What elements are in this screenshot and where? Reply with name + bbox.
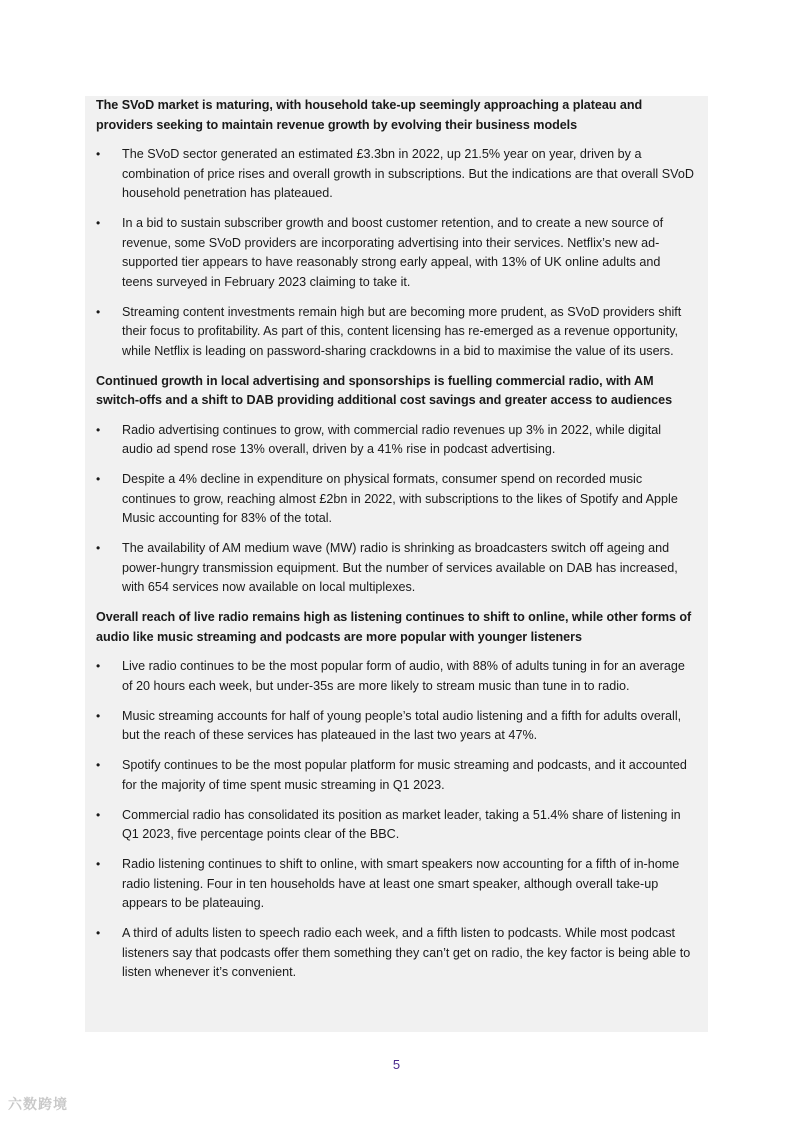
section-heading-audio: Overall reach of live radio remains high as listening continues to shift to online, while other forms of audio like music streaming and podcasts are more popular with younger listeners — [96, 610, 692, 644]
list-item — [96, 145, 694, 204]
bullet-icon: • — [96, 708, 101, 723]
section-heading-svod: The SVoD market is maturing, with household take-up seemingly approaching a plateau and providers seeking to maintain revenue growth by evolving their business models — [96, 98, 643, 132]
list-item — [96, 924, 694, 983]
bullet-icon: • — [96, 216, 101, 230]
bullet-icon: • — [96, 758, 101, 772]
page-number: 5 — [392, 1057, 401, 1072]
bullet-icon: • — [96, 857, 101, 871]
watermark-logo: 六数跨境 — [8, 1096, 68, 1112]
list-item — [96, 756, 694, 795]
list-item — [96, 707, 694, 746]
list-item — [96, 470, 694, 529]
bullet-text: Live radio continues to be the most popular form of audio, with 88% of adults tuning in for an average of 20 hours each week, but under-35s are more likely to stream music than tune in to radio. — [122, 659, 685, 693]
bullet-icon: • — [96, 472, 101, 486]
bullet-text: Radio listening continues to shift to online, with smart speakers now accounting for a fifth of in-home radio listening. Four in ten households have at least one smart speaker, although overall take-up appears to be plateauing. — [122, 857, 680, 910]
bullet-text: Streaming content investments remain high but are becoming more prudent, as SVoD providers shift their focus to profitability. As part of this, content licensing has re-emerged as a revenue opportunity, while Netflix is leading on password-sharing crackdowns in a bid to maximise the value of its users. — [122, 304, 682, 358]
bullet-text: Commercial radio has consolidated its position as market leader, taking a 51.4% share of listening in Q1 2023, five percentage points clear of the BBC. — [122, 807, 681, 841]
bullet-text: Radio advertising continues to grow, with commercial radio revenues up 3% in 2022, while digital audio ad spend rose 13% overall, driven by a 41% rise in podcast advertising. — [122, 422, 662, 456]
list-item — [96, 657, 694, 696]
bullet-text: The SVoD sector generated an estimated £3.3bn in 2022, up 21.5% year on year, driven by a combination of price rises and overall growth in subscriptions. But the indications are that overall SVoD household penetration has plateaued. — [122, 147, 694, 200]
list-item — [96, 855, 694, 914]
list-item — [96, 539, 694, 598]
list-item — [96, 806, 694, 845]
bullet-icon: • — [96, 659, 101, 673]
section-heading-radio: Continued growth in local advertising and sponsorships is fuelling commercial radio, with AM switch-offs and a shift to DAB providing additional cost savings and greater access to audiences — [96, 373, 673, 407]
bullet-text: A third of adults listen to speech radio each week, and a fifth listen to podcasts. While most podcast listeners say that podcasts offer them something they can’t get on radio, the key factor is being able to listen whenever it’s convenient. — [122, 926, 691, 979]
bullet-icon: • — [96, 422, 101, 437]
bullet-icon: • — [96, 541, 101, 555]
bullet-text: The availability of AM medium wave (MW) radio is shrinking as broadcasters switch off ageing and power-hungry transmission equipment. But the number of services available on DAB has increased, with 654 services now available on local multiplexes. — [122, 541, 678, 594]
bullet-text: Music streaming accounts for half of young people’s total audio listening and a fifth for adults overall, but the reach of these services has plateaued in the last two years at 47%. — [122, 708, 682, 742]
list-item — [96, 303, 694, 362]
bullet-text: In a bid to sustain subscriber growth and boost customer retention, and to create a new source of revenue, some SVoD providers are incorporating advertising into their services. Netflix’s new ad-supported tier appears to have reasonably strong early appeal, with 13% of UK online adults and teens surveyed in February 2023 claiming to take it. — [122, 216, 664, 289]
bullet-icon: • — [96, 926, 101, 940]
bullet-text: Spotify continues to be the most popular platform for music streaming and podcasts, and it accounted for the majority of time spent music streaming in Q1 2023. — [122, 758, 687, 792]
bullet-list-svod — [96, 145, 694, 361]
bullet-icon: • — [96, 807, 101, 822]
list-item — [96, 214, 694, 292]
bullet-list-audio — [96, 657, 694, 983]
bullet-list-radio — [96, 421, 694, 598]
summary-panel — [85, 96, 708, 1032]
bullet-icon: • — [96, 147, 101, 161]
bullet-text: Despite a 4% decline in expenditure on physical formats, consumer spend on recorded music continues to grow, reaching almost £2bn in 2022, with subscriptions to the likes of Spotify and Apple Music accounting for 83% of the total. — [122, 472, 678, 525]
list-item — [96, 421, 694, 460]
bullet-icon: • — [96, 304, 101, 319]
